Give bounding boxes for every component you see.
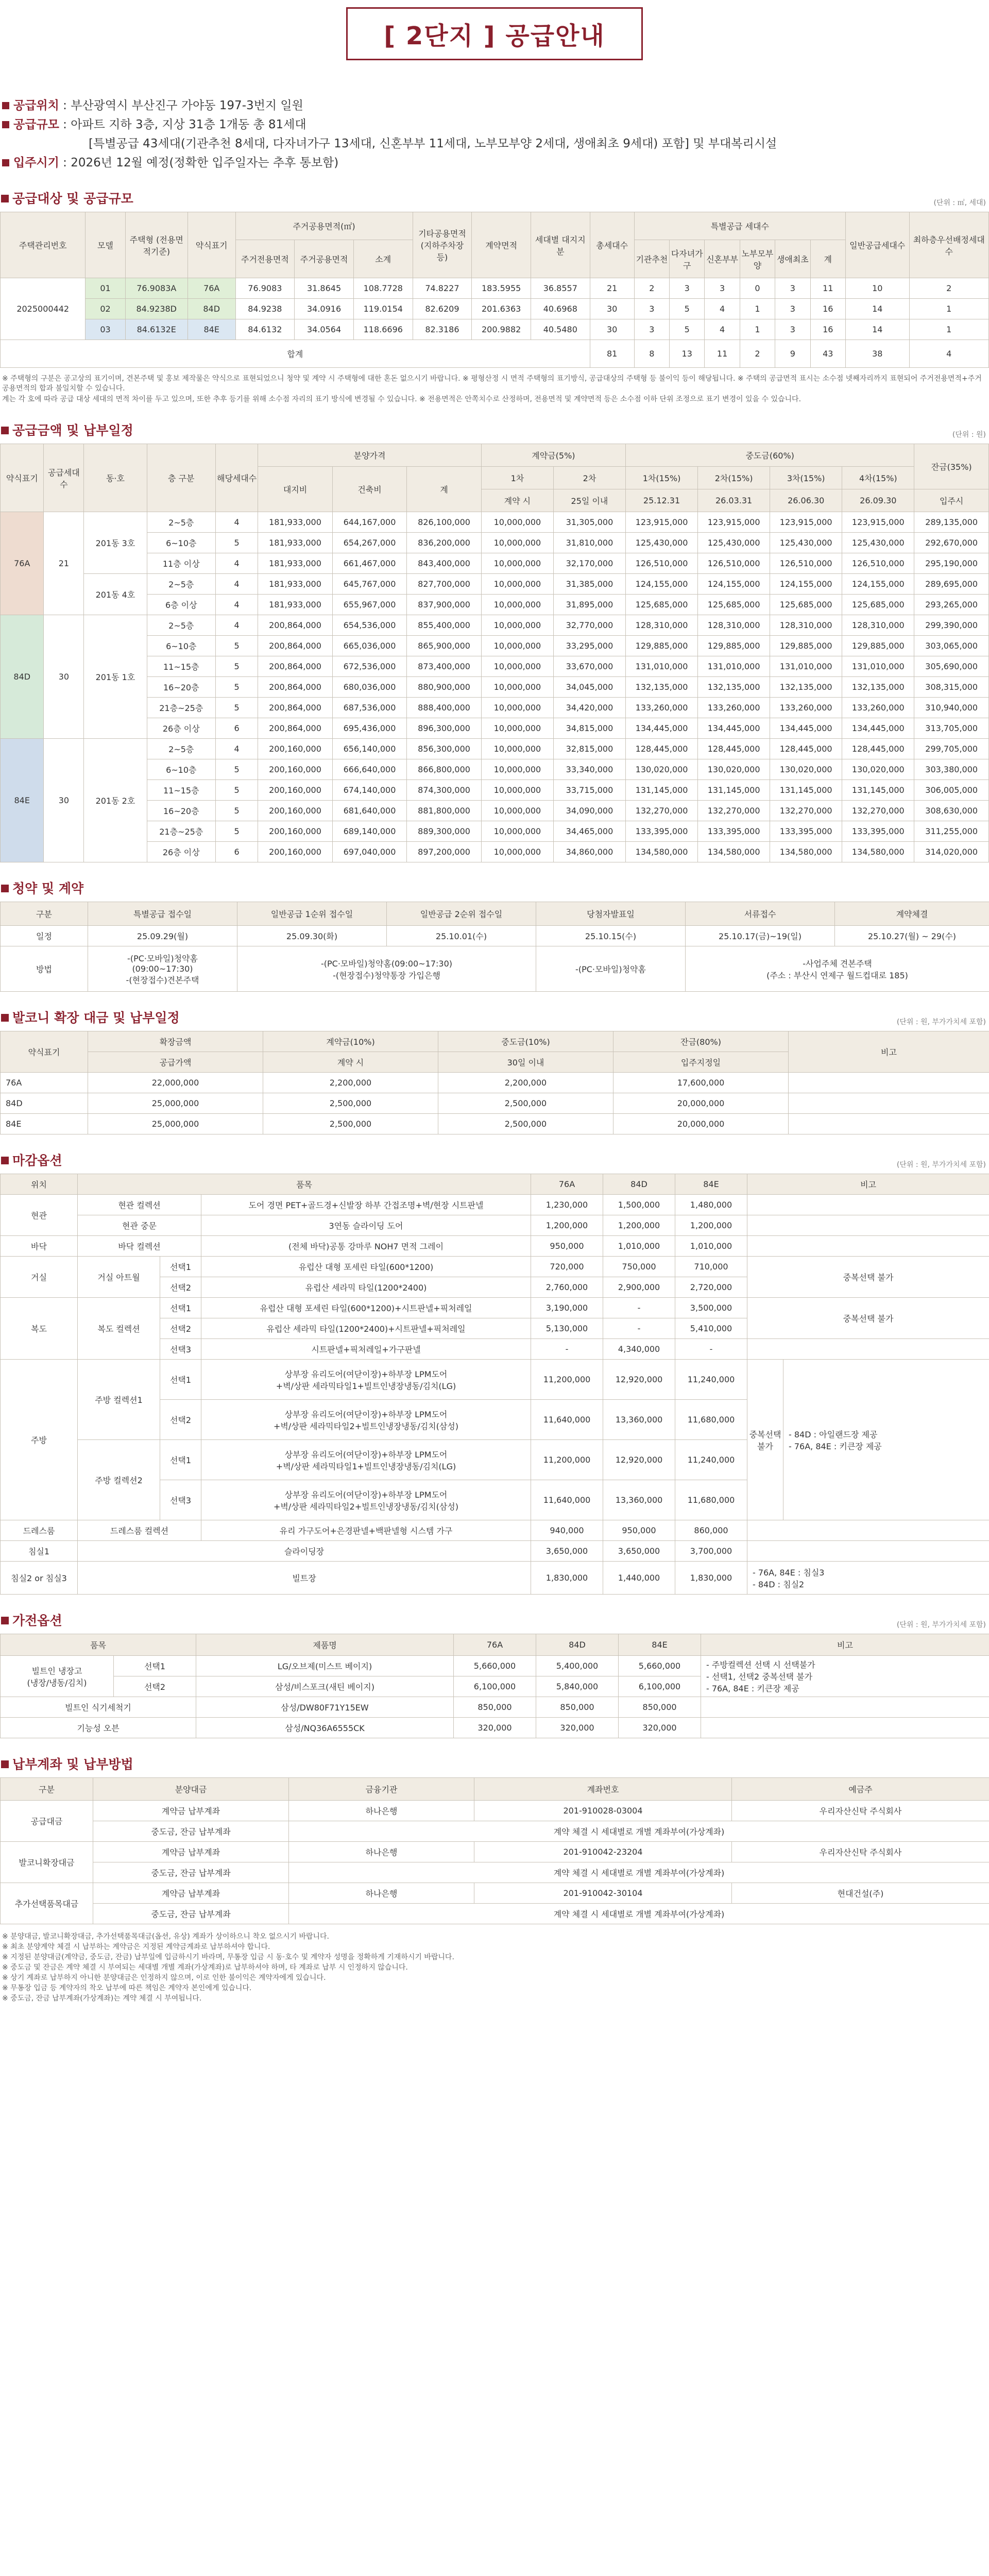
th-house-no: 주택관리번호 xyxy=(1,212,86,278)
section-price-schedule: 공급금액 및 납부일정 (단위 : 원) xyxy=(0,422,989,439)
table-row: 16~20층 5 200,864,000 680,036,000 880,900,000 10,000,000 34,045,000 132,135,000 132,135,000 132,135,000 132,135,000 308,315,000 xyxy=(1,677,989,698)
summary-location: 공급위치 : 부산광역시 부산진구 가야동 197-3번지 일원 xyxy=(2,96,989,115)
table-row: 추가선택품목대금 계약금 납부계좌 하나은행 201-910042-30104 현대건설(주) xyxy=(1,1883,989,1904)
summary-move-in: 입주시기 : 2026년 12월 예정(정확한 입주일자는 추후 통보함) xyxy=(2,154,989,173)
bullet-square-icon xyxy=(2,159,9,166)
table-row: 26층 이상 6 200,160,000 697,040,000 897,200,000 10,000,000 34,860,000 134,580,000 134,580,000 134,580,000 134,580,000 314,020,000 xyxy=(1,842,989,862)
table-row: 11~15층 5 200,864,000 672,536,000 873,400,000 10,000,000 33,670,000 131,010,000 131,010,000 131,010,000 131,010,000 305,690,000 xyxy=(1,656,989,677)
table-row: 11층 이상 4 181,933,000 661,467,000 843,400,000 10,000,000 32,170,000 126,510,000 126,510,000 126,510,000 126,510,000 295,190,000 xyxy=(1,553,989,574)
table-row: 바닥 바닥 컬렉션 (전체 바닥)공통 강마루 NOH7 면적 그레이 950,000 1,010,000 1,010,000 xyxy=(1,1236,989,1257)
table-row: 중도금, 잔금 납부계좌 계약 체결 시 세대별로 개별 계좌부여(가상계좌) xyxy=(1,1821,989,1842)
appliance-options-table: 품목 제품명 76A 84D 84E 비고 빌트인 냉장고 (냉장/냉동/김치) 선택1 LG/오브제(미스트 베이지) 5,660,000 5,400,000 5,660,000 - 주방컬렉션 선택 시 선택불가 - 선택1, 선택2 중복선택 불가 - 76A, 84E : 키큰장 제공 선택2 삼성/비스포크(새틴 베이지) 6,100,000 5,840,000 6,100,000 빌트인 식기세척기 삼성/DW80F71Y15EW 850,000 850,000 850,000 기능성 오븐 삼성/NQ36A6555CK 320,000 320,000 320,000 xyxy=(0,1634,989,1738)
bullet-square-icon xyxy=(2,102,9,109)
table-row: 16~20층 5 200,160,000 681,640,000 881,800,000 10,000,000 34,090,000 132,270,000 132,270,000 132,270,000 132,270,000 308,630,000 xyxy=(1,801,989,821)
summary-scale-detail: [특별공급 43세대(기관추천 8세대, 다자녀가구 13세대, 신혼부부 11세대, 노부모부양 2세대, 생애최초 9세대) 포함] 및 부대복리시설 xyxy=(89,137,777,150)
table-row: 일정 25.09.29(월) 25.09.30(화) 25.10.01(수) 25.10.15(수) 25.10.17(금)~19(일) 25.10.27(월) ~ 29(수) xyxy=(1,926,989,946)
summary xyxy=(2,96,989,173)
table-row: 중도금, 잔금 납부계좌 계약 체결 시 세대별로 개별 계좌부여(가상계좌) xyxy=(1,1904,989,1924)
section-balcony: 발코니 확장 대금 및 납부일정 (단위 : 원, 부가가치세 포함) xyxy=(0,1009,989,1027)
table-row: 2025000442 01 76.9083A 76A 76.9083 31.8645 108.7728 74.8227 183.5955 36.8557 21 2 3 3 0 3 11 10 2 xyxy=(1,278,989,299)
table-row: 선택3 상부장 유리도어(여닫이장)+하부장 LPM도어 +벽/상판 세라믹타일2+빌트인냉장냉동/김치(삼성) 11,640,000 13,360,000 11,680,000 xyxy=(1,1480,989,1520)
table-row: 84E 30 201동 2호 2~5층 4 200,160,000 656,140,000 856,300,000 10,000,000 32,815,000 128,445,000 128,445,000 128,445,000 128,445,000 299,705,000 xyxy=(1,739,989,759)
table-row: 76A 21 201동 3호 2~5층 4 181,933,000 644,167,000 826,100,000 10,000,000 31,305,000 123,915,000 123,915,000 123,915,000 123,915,000 289,135,000 xyxy=(1,512,989,533)
section-subscription-contract: 청약 및 계약 xyxy=(0,880,989,897)
table-row: 11~15층 5 200,160,000 674,140,000 874,300,000 10,000,000 33,715,000 131,145,000 131,145,000 131,145,000 131,145,000 306,005,000 xyxy=(1,780,989,801)
table-row-sum: 합계 81 8 13 11 2 9 43 38 4 xyxy=(1,340,989,368)
table-row: 기능성 오븐 삼성/NQ36A6555CK 320,000 320,000 320,000 xyxy=(1,1718,989,1738)
supply-scale-table: 주택관리번호 모델 주택형 (전용면적기준) 약식표기 주거공용면적(㎡) 기타공용면적 (지하주차장 등) 계약면적 세대별 대지지분 총세대수 특별공급 세대수 일반공급세대수 최하층우선배정세대수 주거전용면적 주거공용면적 소계 기관추천 다자녀가구 신혼부부 노부모부양 생애최초 계 2025000442 01 76.9083A 76A 76.9083 31.8645 108.7728 74.8227 183.5955 36.8557 21 2 3 3 0 3 11 10 2 02 84.9238D 84D 84.9238 34.0916 119.0154 82.6209 201.6363 40.6968 30 3 5 4 1 3 16 14 1 03 84.6132E 84E 84.6132 34.0564 118.6696 82.3186 200.9882 40.5480 30 3 5 4 1 3 16 14 1 합계 81 8 13 11 2 9 43 38 4 xyxy=(0,212,989,368)
table-row: 선택2 삼성/비스포크(새틴 베이지) 6,100,000 5,840,000 6,100,000 xyxy=(1,1676,989,1697)
summary-scale: 공급규모 : 아파트 지하 3층, 지상 31층 1개동 총 81세대 xyxy=(2,115,989,134)
section-finish-options: 마감옵션 (단위 : 원, 부가가치세 포함) xyxy=(0,1152,989,1170)
section-supply-scale: 공급대상 및 공급규모 (단위 : ㎡, 세대) xyxy=(0,190,989,208)
table-row: 6~10층 5 181,933,000 654,267,000 836,200,000 10,000,000 31,810,000 125,430,000 125,430,000 125,430,000 125,430,000 292,670,000 xyxy=(1,533,989,553)
table-row: 발코니확장대금 계약금 납부계좌 하나은행 201-910042-23204 우리자산신탁 주식회사 xyxy=(1,1842,989,1862)
table-row: 빌트인 냉장고 (냉장/냉동/김치) 선택1 LG/오브제(미스트 베이지) 5,660,000 5,400,000 5,660,000 - 주방컬렉션 선택 시 선택불가 - 선택1, 선택2 중복선택 불가 - 76A, 84E : 키큰장 제공 xyxy=(1,1656,989,1676)
table-row: 현관 중문 3연동 슬라이딩 도어 1,200,000 1,200,000 1,200,000 xyxy=(1,1215,989,1236)
section-appliance-options: 가전옵션 (단위 : 원, 부가가치세 포함) xyxy=(0,1612,989,1630)
table-row: 선택2 유럽산 세라믹 타일(1200*2400)+시트판넬+픽처레일 5,130,000 - 5,410,000 xyxy=(1,1318,989,1339)
finish-options-table: 위치 품목 76A 84D 84E 비고 현관 현관 컬렉션 도어 경면 PET+골드경+신발장 하부 간접조명+벽/현장 시트판넬 1,230,000 1,500,000 1,480,000 현관 중문 3연동 슬라이딩 도어 1,200,000 1,200,000 1,200,000 바닥 바닥 컬렉션 (전체 바닥)공통 강마루 NOH7 면적 그레이 950,000 1,010,000 1,010,000 거실 거실 아트월 선택1 유럽산 대형 포세린 타일(600*1200) 720,000 750,000 710,000 중복선택 불가 선택2 유럽산 세라믹 타일(1200*2400) 2,760,000 2,900,000 2,720,000 복도 복도 컬렉션 선택1 유럽산 대형 포세린 타일(600*1200)+시트판넬+픽처레일 3,190,000 - 3,500,000 중복선택 불가 선택2 유럽산 세라믹 타일(1200*2400)+시트판넬+픽처레일 5,130,000 - 5,410,000 선택3 시트판넬+픽처레일+가구판넬 - 4,340,000 - 주방 주방 컬렉션1 선택1 상부장 유리도어(여닫이장)+하부장 LPM도어 +벽/상판 세라믹타일1+빌트인냉장냉동/김치(LG) 11,200,000 12,920,000 11,240,000 중복선택불가 - 84D : 아일랜드장 제공 - 76A, 84E : 키큰장 제공 선택2 상부장 유리도어(여닫이장)+하부장 LPM도어 +벽/상판 세라믹타일2+빌트인냉장냉동/김치(삼성) 11,640,000 13,360,000 11,680,000 주방 컬렉션2 선택1 상부장 유리도어(여닫이장)+하부장 LPM도어 +벽/상판 세라믹타일1+빌트인냉장냉동/김치(LG) 11,200,000 12,920,000 11,240,000 선택3 상부장 유리도어(여닫이장)+하부장 LPM도어 +벽/상판 세라믹타일2+빌트인냉장냉동/김치(삼성) 11,640,000 13,360,000 11,680,000 드레스룸 드레스룸 컬렉션 유리 가구도어+은경판넬+백판넬형 시스템 가구 940,000 950,000 860,000 침실1 슬라이딩장 3,650,000 3,650,000 3,700,000 침실2 or 침실3 빌트장 1,830,000 1,440,000 1,830,000 - 76A, 84E : 침실3 - 84D : 침실2 xyxy=(0,1174,989,1595)
table-row: 침실2 or 침실3 빌트장 1,830,000 1,440,000 1,830,000 - 76A, 84E : 침실3 - 84D : 침실2 xyxy=(1,1562,989,1595)
table-row: 주방 컬렉션2 선택1 상부장 유리도어(여닫이장)+하부장 LPM도어 +벽/상판 세라믹타일1+빌트인냉장냉동/김치(LG) 11,200,000 12,920,000 11,240,000 xyxy=(1,1440,989,1480)
table-row: 거실 거실 아트월 선택1 유럽산 대형 포세린 타일(600*1200) 720,000 750,000 710,000 중복선택 불가 xyxy=(1,1257,989,1277)
table-row: 침실1 슬라이딩장 3,650,000 3,650,000 3,700,000 xyxy=(1,1541,989,1562)
table-row: 21층~25층 5 200,864,000 687,536,000 888,400,000 10,000,000 34,420,000 133,260,000 133,260,000 133,260,000 133,260,000 310,940,000 xyxy=(1,698,989,718)
supply-notes: ※ 주택형의 구분은 공고상의 표기이며, 견본주택 및 홍보 제작물은 약식으로 표현되었으니 청약 및 계약 시 주택형에 대한 혼돈 없으시기 바랍니다. ※ 평형산정 시 면적 주택형의 표기방식, 공급대상의 주택형 등 불이익 등이 해당됩니다. ※ 주택의 공급면적 표시는 소수점 넷째자리까지 표현되어 주거전용면적+주거공용면적의 합과 불일치할 수 있습니다. 계는 각 호에 따라 공급 대상 세대의 면적 차이를 두고 있으며, 또한 추후 등기를 위해 소수점 자리의 표기 방식에 변경될 수 있습니다. ※ 전용면적은 안쪽치수로 산정하며, 전용면적 및 계약면적 등은 소수점 이하 단위 조정으로 표기 변경이 있을 수 있습니다. xyxy=(2,375,982,403)
table-row: 선택2 상부장 유리도어(여닫이장)+하부장 LPM도어 +벽/상판 세라믹타일2+빌트인냉장냉동/김치(삼성) 11,640,000 13,360,000 11,680,000 xyxy=(1,1400,989,1440)
table-row: 6층 이상 4 181,933,000 655,967,000 837,900,000 10,000,000 31,895,000 125,685,000 125,685,000 125,685,000 125,685,000 293,265,000 xyxy=(1,595,989,615)
table-row: 6~10층 5 200,160,000 666,640,000 866,800,000 10,000,000 33,340,000 130,020,000 130,020,000 130,020,000 130,020,000 303,380,000 xyxy=(1,759,989,780)
table-row: 현관 현관 컬렉션 도어 경면 PET+골드경+신발장 하부 간접조명+벽/현장 시트판넬 1,230,000 1,500,000 1,480,000 xyxy=(1,1195,989,1215)
table-row: 21층~25층 5 200,160,000 689,140,000 889,300,000 10,000,000 34,465,000 133,395,000 133,395,000 133,395,000 133,395,000 311,255,000 xyxy=(1,821,989,842)
table-row: 중도금, 잔금 납부계좌 계약 체결 시 세대별로 개별 계좌부여(가상계좌) xyxy=(1,1862,989,1883)
table-row: 201동 4호 2~5층 4 181,933,000 645,767,000 827,700,000 10,000,000 31,385,000 124,155,000 124,155,000 124,155,000 124,155,000 289,695,000 xyxy=(1,574,989,595)
table-row: 26층 이상 6 200,864,000 695,436,000 896,300,000 10,000,000 34,815,000 134,445,000 134,445,000 134,445,000 134,445,000 313,705,000 xyxy=(1,718,989,739)
table-row: 공급대금 계약금 납부계좌 하나은행 201-910028-03004 우리자산신탁 주식회사 xyxy=(1,1801,989,1821)
table-row: 6~10층 5 200,864,000 665,036,000 865,900,000 10,000,000 33,295,000 129,885,000 129,885,000 129,885,000 129,885,000 303,065,000 xyxy=(1,636,989,656)
table-row: 84D 30 201동 1호 2~5층 4 200,864,000 654,536,000 855,400,000 10,000,000 32,770,000 128,310,000 128,310,000 128,310,000 128,310,000 299,390,000 xyxy=(1,615,989,636)
table-row: 주방 주방 컬렉션1 선택1 상부장 유리도어(여닫이장)+하부장 LPM도어 +벽/상판 세라믹타일1+빌트인냉장냉동/김치(LG) 11,200,000 12,920,000 11,240,000 중복선택불가 - 84D : 아일랜드장 제공 - 76A, 84E : 키큰장 제공 xyxy=(1,1360,989,1400)
section-payment-accounts: 납부계좌 및 납부방법 xyxy=(0,1756,989,1773)
price-table-body xyxy=(1,512,989,862)
table-row: 복도 복도 컬렉션 선택1 유럽산 대형 포세린 타일(600*1200)+시트판넬+픽처레일 3,190,000 - 3,500,000 중복선택 불가 xyxy=(1,1298,989,1318)
price-schedule-table: 약식표기 공급세대수 동·호 층 구분 해당세대수 분양가격 계약금(5%) 중도금(60%) 잔금(35%) 대지비 건축비 계 1차 2차 1차(15%) 2차(15%) 3차(15%) 4차(15%) 계약 시 25일 이내 25.12.31 26.03.31 26.06.30 26.09.30 입주시 76A 21 201동 3호 2~5층 4 181,933,000 644,167,000 826,100,000 10,000,000 31,305,000 123,915,000 123,915,000 123,915,000 123,915,000 289,135,000 6~10층 5 181,933,000 654,267,000 836,200,000 10,000,000 31,810,000 125,430,000 125,430,000 125,430,000 125,430,000 292,670,000 11층 이상 4 181,933,000 661,467,000 843,400,000 10,000,000 32,170,000 126,510,000 126,510,000 126,510,000 126,510,000 295,190,000 201동 4호 2~5층 4 181,933,000 645,767,000 827,700,000 10,000,000 31,385,000 124,155,000 124,155,000 124,155,000 124,155,000 289,695,000 6층 이상 4 181,933,000 655,967,000 837,900,000 10,000,000 31,895,000 125,685,000 125,685,000 125,685,000 125,685,000 293,265,000 84D 30 201동 1호 2~5층 4 200,864,000 654,536,000 855,400,000 10,000,000 32,770,000 128,310,000 128,310,000 128,310,000 128,310,000 299,390,000 6~10층 5 200,864,000 665,036,000 865,900,000 10,000,000 33,295,000 129,885,000 129,885,000 129,885,000 129,885,000 303,065,000 11~15층 5 200,864,000 672,536,000 873,400,000 10,000,000 33,670,000 131,010,000 131,010,000 131,010,000 131,010,000 305,690,000 16~20층 5 200,864,000 680,036,000 880,900,000 10,000,000 34,045,000 132,135,000 132,135,000 132,135,000 132,135,000 308,315,000 21층~25층 5 200,864,000 687,536,000 888,400,000 10,000,000 34,420,000 133,260,000 133,260,000 133,260,000 133,260,000 310,940,000 26층 이상 6 200,864,000 695,436,000 896,300,000 10,000,000 34,815,000 134,445,000 134,445,000 134,445,000 134,445,000 313,705,000 84E 30 201동 2호 2~5층 4 200,160,000 656,140,000 856,300,000 10,000,000 32,815,000 128,445,000 128,445,000 128,445,000 128,445,000 299,705,000 6~10층 5 200,160,000 666,640,000 866,800,000 10,000,000 33,340,000 130,020,000 130,020,000 130,020,000 130,020,000 303,380,000 11~15층 5 200,160,000 674,140,000 874,300,000 10,000,000 33,715,000 131,145,000 131,145,000 131,145,000 131,145,000 306,005,000 16~20층 5 200,160,000 681,640,000 881,800,000 10,000,000 34,090,000 132,270,000 132,270,000 132,270,000 132,270,000 308,630,000 21층~25층 5 200,160,000 689,140,000 889,300,000 10,000,000 34,465,000 133,395,000 133,395,000 133,395,000 133,395,000 311,255,000 26층 이상 6 200,160,000 697,040,000 897,200,000 10,000,000 34,860,000 134,580,000 134,580,000 134,580,000 134,580,000 314,020,000 xyxy=(0,444,989,862)
payment-accounts-table: 구분 분양대금 금융기관 계좌번호 예금주 공급대금 계약금 납부계좌 하나은행 201-910028-03004 우리자산신탁 주식회사 중도금, 잔금 납부계좌 계약 체결 시 세대별로 개별 계좌부여(가상계좌) 발코니확장대금 계약금 납부계좌 하나은행 201-910042-23204 우리자산신탁 주식회사 중도금, 잔금 납부계좌 계약 체결 시 세대별로 개별 계좌부여(가상계좌) 추가선택품목대금 계약금 납부계좌 하나은행 201-910042-30104 현대건설(주) 중도금, 잔금 납부계좌 계약 체결 시 세대별로 개별 계좌부여(가상계좌) xyxy=(0,1777,989,1924)
table-row: 드레스룸 드레스룸 컬렉션 유리 가구도어+은경판넬+백판넬형 시스템 가구 940,000 950,000 860,000 xyxy=(1,1520,989,1541)
bullet-square-icon xyxy=(2,121,9,128)
table-row: 빌트인 식기세척기 삼성/DW80F71Y15EW 850,000 850,000 850,000 xyxy=(1,1697,989,1718)
table-row: 선택3 시트판넬+픽처레일+가구판넬 - 4,340,000 - xyxy=(1,1339,989,1360)
table-row: 84D 25,000,000 2,500,000 2,500,000 20,000,000 xyxy=(1,1093,989,1114)
page-title: [ 2단지 ] 공급안내 xyxy=(346,7,643,60)
subscription-table: 구분 특별공급 접수일 일반공급 1순위 접수일 일반공급 2순위 접수일 당첨자발표일 서류접수 계약체결 일정 25.09.29(월) 25.09.30(화) 25.10.01(수) 25.10.15(수) 25.10.17(금)~19(일) 25.10.27(월) ~ 29(수) 방법 -(PC·모바일)청약홈 (09:00~17:30) -(현장접수)견본주택 -(PC·모바일)청약홈(09:00~17:30) -(현장접수)청약통장 가입은행 -(PC·모바일)청약홈 -사업주체 견본주택 (주소 : 부산시 연제구 월드컵대로 185) xyxy=(0,902,989,992)
table-row: 76A 22,000,000 2,200,000 2,200,000 17,600,000 xyxy=(1,1073,989,1093)
table-row: 선택2 유럽산 세라믹 타일(1200*2400) 2,760,000 2,900,000 2,720,000 xyxy=(1,1277,989,1298)
title-bar xyxy=(0,0,989,60)
payment-notes: ※ 분양대금, 발코니확장대금, 추가선택품목대금(옵션, 유상) 계좌가 상이하으니 착오 없으시기 바랍니다. ※ 최초 분양계약 체결 시 납부하는 계약금은 지정된 계약금계좌로 납부하셔야 합니다. ※ 지정된 분양대금(계약금, 중도금, 잔금) 납부일에 입금하시기 바라며, 무통장 입금 시 동·호수 및 계약자 성명을 정확하게 기재하시기 바랍니다. ※ 중도금 및 잔금은 계약 체결 시 부여되는 세대별 개별 계좌(가상계좌)로 납부하셔야 하며, 타 계좌로 납부 시 인정하지 않습니다. ※ 상기 계좌로 납부하지 아니한 분양대금은 인정하지 않으며, 이로 인한 불이익은 계약자에게 있습니다. ※ 무통장 입금 등 계약자의 착오 납부에 따른 책임은 계약자 본인에게 있습니다. ※ 중도금, 잔금 납부계좌(가상계좌)는 계약 체결 시 부여됩니다. xyxy=(2,1933,454,2003)
table-row: 02 84.9238D 84D 84.9238 34.0916 119.0154 82.6209 201.6363 40.6968 30 3 5 4 1 3 16 14 1 xyxy=(1,299,989,319)
table-row: 방법 -(PC·모바일)청약홈 (09:00~17:30) -(현장접수)견본주택 -(PC·모바일)청약홈(09:00~17:30) -(현장접수)청약통장 가입은행 -(PC·모바일)청약홈 -사업주체 견본주택 (주소 : 부산시 연제구 월드컵대로 185) xyxy=(1,946,989,992)
table-row: 84E 25,000,000 2,500,000 2,500,000 20,000,000 xyxy=(1,1114,989,1134)
table-row: 03 84.6132E 84E 84.6132 34.0564 118.6696 82.3186 200.9882 40.5480 30 3 5 4 1 3 16 14 1 xyxy=(1,319,989,340)
balcony-table: 약식표기 확장금액 계약금(10%) 중도금(10%) 잔금(80%) 비고 공급가액 계약 시 30일 이내 입주지정일 76A 22,000,000 2,200,000 2,200,000 17,600,000 84D 25,000,000 2,500,000 2,500,000 20,000,000 84E 25,000,000 2,500,000 2,500,000 20,000,000 xyxy=(0,1031,989,1134)
